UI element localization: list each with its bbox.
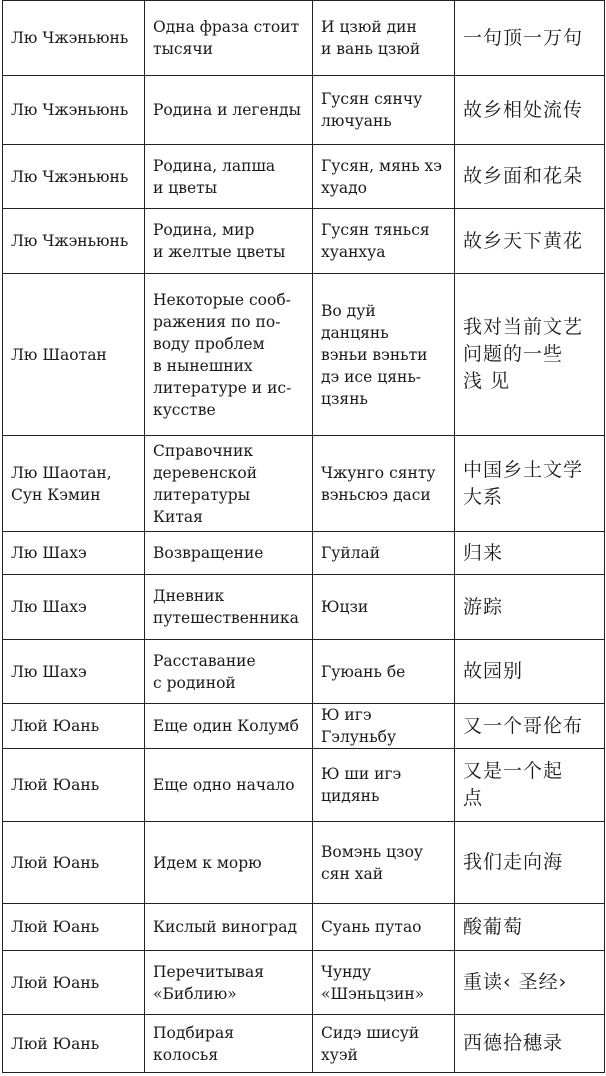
translit-cell: Гусян, мянь хэ хуадо: [313, 145, 455, 209]
author-cell: Лю Чжэньюнь: [3, 145, 145, 209]
title-ru-cell: Кислый виноград: [145, 904, 313, 951]
author-cell: Лю Шаотан, Сун Кэмин: [3, 436, 145, 532]
title-zh-cell: 故园别: [455, 640, 605, 704]
table-row: [3, 575, 605, 640]
author-cell: Лю Шаотан: [3, 274, 145, 436]
table-row: [3, 1015, 605, 1073]
title-zh-cell: 重读‹ 圣经›: [455, 951, 605, 1015]
author-cell: Люй Юань: [3, 904, 145, 951]
table-row: [3, 76, 605, 145]
table-row: [3, 749, 605, 822]
translit-cell: И цзюй дин и вань цзюй: [313, 1, 455, 76]
title-zh-cell: 中国乡土文学 大系: [455, 436, 605, 532]
title-ru-cell: Подбирая колосья: [145, 1015, 313, 1073]
title-ru-cell: Расставание с родиной: [145, 640, 313, 704]
translit-cell: Во дуй данцянь вэньи вэньти дэ исе цянь- цзянь: [313, 274, 455, 436]
title-zh-cell: 一句顶一万句: [455, 1, 605, 76]
title-zh-cell: 游踪: [455, 575, 605, 640]
bibliography-table: [2, 0, 605, 1073]
title-ru-cell: Родина, лапша и цветы: [145, 145, 313, 209]
title-ru-cell: Еще один Колумб: [145, 704, 313, 749]
title-zh-cell: 酸葡萄: [455, 904, 605, 951]
translit-cell: Чжунго сянту вэньсюэ даси: [313, 436, 455, 532]
table-row: [3, 145, 605, 209]
table-row: [3, 532, 605, 575]
table-row: [3, 951, 605, 1015]
title-zh-cell: 我们走向海: [455, 822, 605, 904]
title-zh-cell: 又是一个起 点: [455, 749, 605, 822]
author-cell: Лю Шахэ: [3, 640, 145, 704]
table-row: [3, 640, 605, 704]
title-ru-cell: Некоторые сооб- ражения по по- воду проблем в нынешних литературе и ис- кусстве: [145, 274, 313, 436]
title-zh-cell: 西德拾穗录: [455, 1015, 605, 1073]
title-ru-cell: Родина и легенды: [145, 76, 313, 145]
table-row: [3, 436, 605, 532]
title-zh-cell: 故乡天下黄花: [455, 209, 605, 274]
translit-cell: Ю ши игэ цидянь: [313, 749, 455, 822]
title-zh-cell: 归来: [455, 532, 605, 575]
title-ru-cell: Дневник путешественника: [145, 575, 313, 640]
translit-cell: Ю игэ Гэлуньбу: [313, 704, 455, 749]
translit-cell: Юцзи: [313, 575, 455, 640]
author-cell: Люй Юань: [3, 951, 145, 1015]
translit-cell: Вомэнь цзоу сян хай: [313, 822, 455, 904]
title-zh-cell: 故乡面和花朵: [455, 145, 605, 209]
title-ru-cell: Справочник деревенской литературы Китая: [145, 436, 313, 532]
author-cell: Люй Юань: [3, 1015, 145, 1073]
table-row: [3, 704, 605, 749]
author-cell: Лю Чжэньюнь: [3, 76, 145, 145]
title-ru-cell: Родина, мир и желтые цветы: [145, 209, 313, 274]
title-ru-cell: Перечитывая «Библию»: [145, 951, 313, 1015]
translit-cell: Сидэ шисуй хуэй: [313, 1015, 455, 1073]
translit-cell: Гусян сянчу лючуань: [313, 76, 455, 145]
table-row: [3, 209, 605, 274]
table-row: [3, 904, 605, 951]
author-cell: Люй Юань: [3, 822, 145, 904]
author-cell: Лю Шахэ: [3, 532, 145, 575]
table-row: [3, 1, 605, 76]
title-ru-cell: Еще одно начало: [145, 749, 313, 822]
author-cell: Лю Чжэньюнь: [3, 209, 145, 274]
translit-cell: Суань путао: [313, 904, 455, 951]
translit-cell: Гусян тянься хуанхуа: [313, 209, 455, 274]
table-row: [3, 822, 605, 904]
title-zh-cell: 故乡相处流传: [455, 76, 605, 145]
author-cell: Лю Чжэньюнь: [3, 1, 145, 76]
title-zh-cell: 又一个哥伦布: [455, 704, 605, 749]
table-row: [3, 274, 605, 436]
author-cell: Люй Юань: [3, 704, 145, 749]
translit-cell: Гуюань бе: [313, 640, 455, 704]
translit-cell: Чунду «Шэньцзин»: [313, 951, 455, 1015]
title-ru-cell: Идем к морю: [145, 822, 313, 904]
author-cell: Люй Юань: [3, 749, 145, 822]
title-ru-cell: Возвращение: [145, 532, 313, 575]
author-cell: Лю Шахэ: [3, 575, 145, 640]
translit-cell: Гуйлай: [313, 532, 455, 575]
title-ru-cell: Одна фраза стоит тысячи: [145, 1, 313, 76]
title-zh-cell: 我对当前文艺 问题的一些 浅 见: [455, 274, 605, 436]
